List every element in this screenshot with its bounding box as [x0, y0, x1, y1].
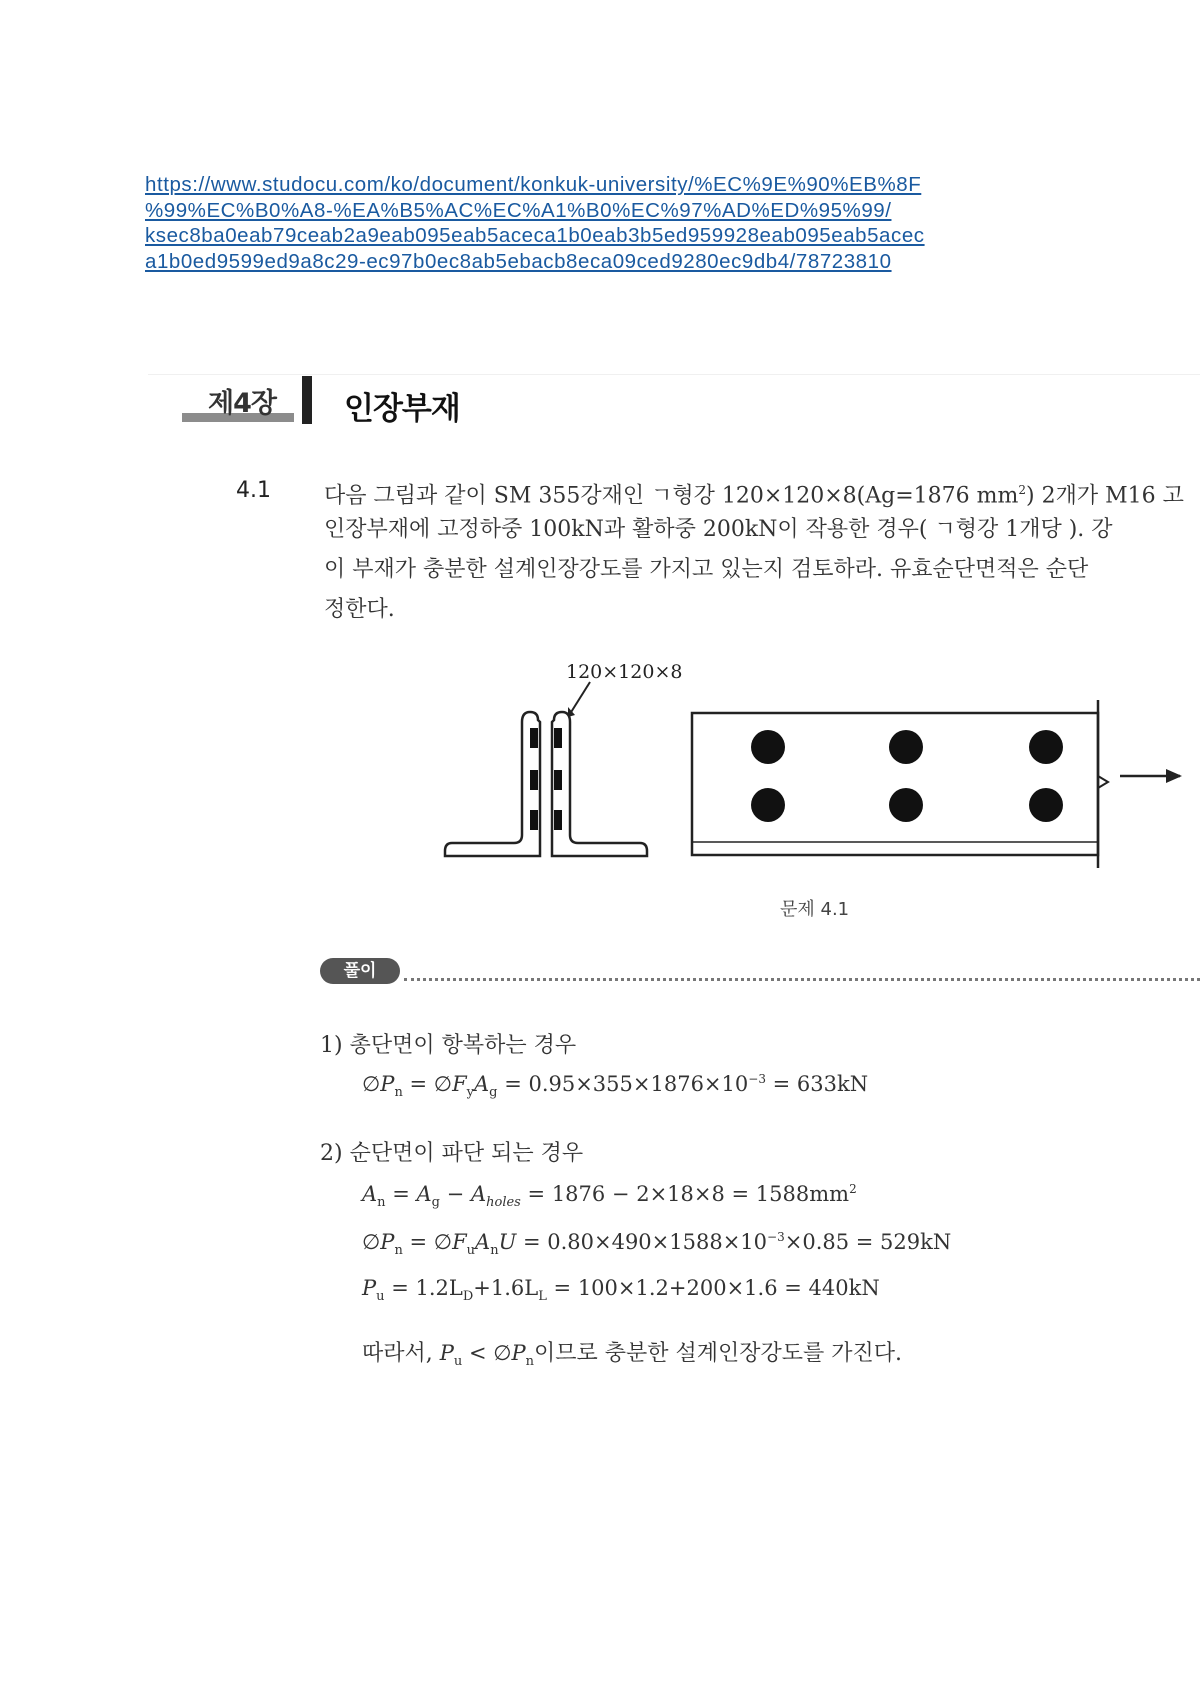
- bolt-shank: [554, 770, 562, 790]
- case2-title: 2) 순단면이 파단 되는 경우: [320, 1141, 584, 1166]
- bolt-hole: [889, 788, 923, 822]
- bolt-hole: [1029, 788, 1063, 822]
- problem-line: 인장부재에 고정하중 100kN과 활하중 200kN이 작용한 경우( ㄱ형강 1개당 ). 강: [324, 517, 1113, 542]
- conclusion: 따라서, $P_u$ < $\emptyset P_n$이므로 충분한 설계인장강도를 가진다.: [362, 1341, 903, 1370]
- bolt-shank: [554, 728, 562, 748]
- factored-load-equation: $P_u = 1.2L_D+1.6L_L = 100\times 1.2+200\times 1.6 = 440kN$: [362, 1276, 880, 1305]
- load-arrow-head: [1166, 769, 1182, 783]
- problem-line: 정한다.: [324, 597, 395, 622]
- bolt-shank: [530, 810, 538, 830]
- bolt-shank: [530, 728, 538, 748]
- solution-divider: [404, 978, 1200, 981]
- figure-caption: 문제 4.1: [780, 899, 850, 920]
- break-symbol: [1098, 776, 1108, 788]
- bolt-hole: [751, 788, 785, 822]
- solution-tag: 풀이: [320, 958, 400, 984]
- bolt-shank: [554, 810, 562, 830]
- bolt-hole: [889, 730, 923, 764]
- url-line[interactable]: https://www.studocu.com/ko/document/konkuk-university/%EC%9E%90%EB%8F: [145, 173, 922, 196]
- bolt-hole: [1029, 730, 1063, 764]
- problem-line: 이 부재가 충분한 설계인장강도를 가지고 있는지 검토하라. 유효순단면적은 순단: [324, 557, 1089, 582]
- right-angle-section: [552, 712, 647, 856]
- chapter-title: 인장부재: [344, 391, 460, 427]
- url-line[interactable]: ksec8ba0eab79ceab2a9eab095eab5aceca1b0eab3b5ed959928eab095eab5acec: [145, 224, 925, 247]
- bolt-hole: [751, 730, 785, 764]
- url-line[interactable]: %99%EC%B0%A8-%EA%B5%AC%EC%A1%B0%EC%97%AD%ED%95%99/: [145, 198, 892, 222]
- case1-title: 1) 총단면이 항복하는 경우: [320, 1033, 577, 1058]
- angle-size-label: 120×120×8: [566, 661, 683, 683]
- fracture-strength-equation: $\emptyset P_n$ = $\emptyset F_uA_nU = 0.80\times 490\times 1588\times 10^{-3}\times 0.85 = 529kN$: [362, 1230, 952, 1259]
- problem-line: 다음 그림과 같이 SM 355강재인 ㄱ형강 120×120×8(Ag=1876 $mm^2$) 2개가 M16 고: [324, 483, 1184, 509]
- bolt-shank: [530, 770, 538, 790]
- url-line[interactable]: a1b0ed9599ed9a8c29-ec97b0ec8ab5ebacb8eca09ced9280ec9db4/78723810: [145, 249, 892, 273]
- chapter-number: 제4장: [208, 388, 276, 419]
- case1-equation: $\emptyset P_n$ = $\emptyset F_yA_g = 0.95\times 355\times 1876\times 10^{-3} = 633kN$: [362, 1072, 869, 1101]
- problem-number: 4.1: [236, 478, 271, 503]
- net-area-equation: $A_n = A_g - A_{holes} = 1876 - 2\times 18\times 8 = 1588mm^2$: [362, 1182, 857, 1211]
- left-angle-section: [445, 712, 540, 856]
